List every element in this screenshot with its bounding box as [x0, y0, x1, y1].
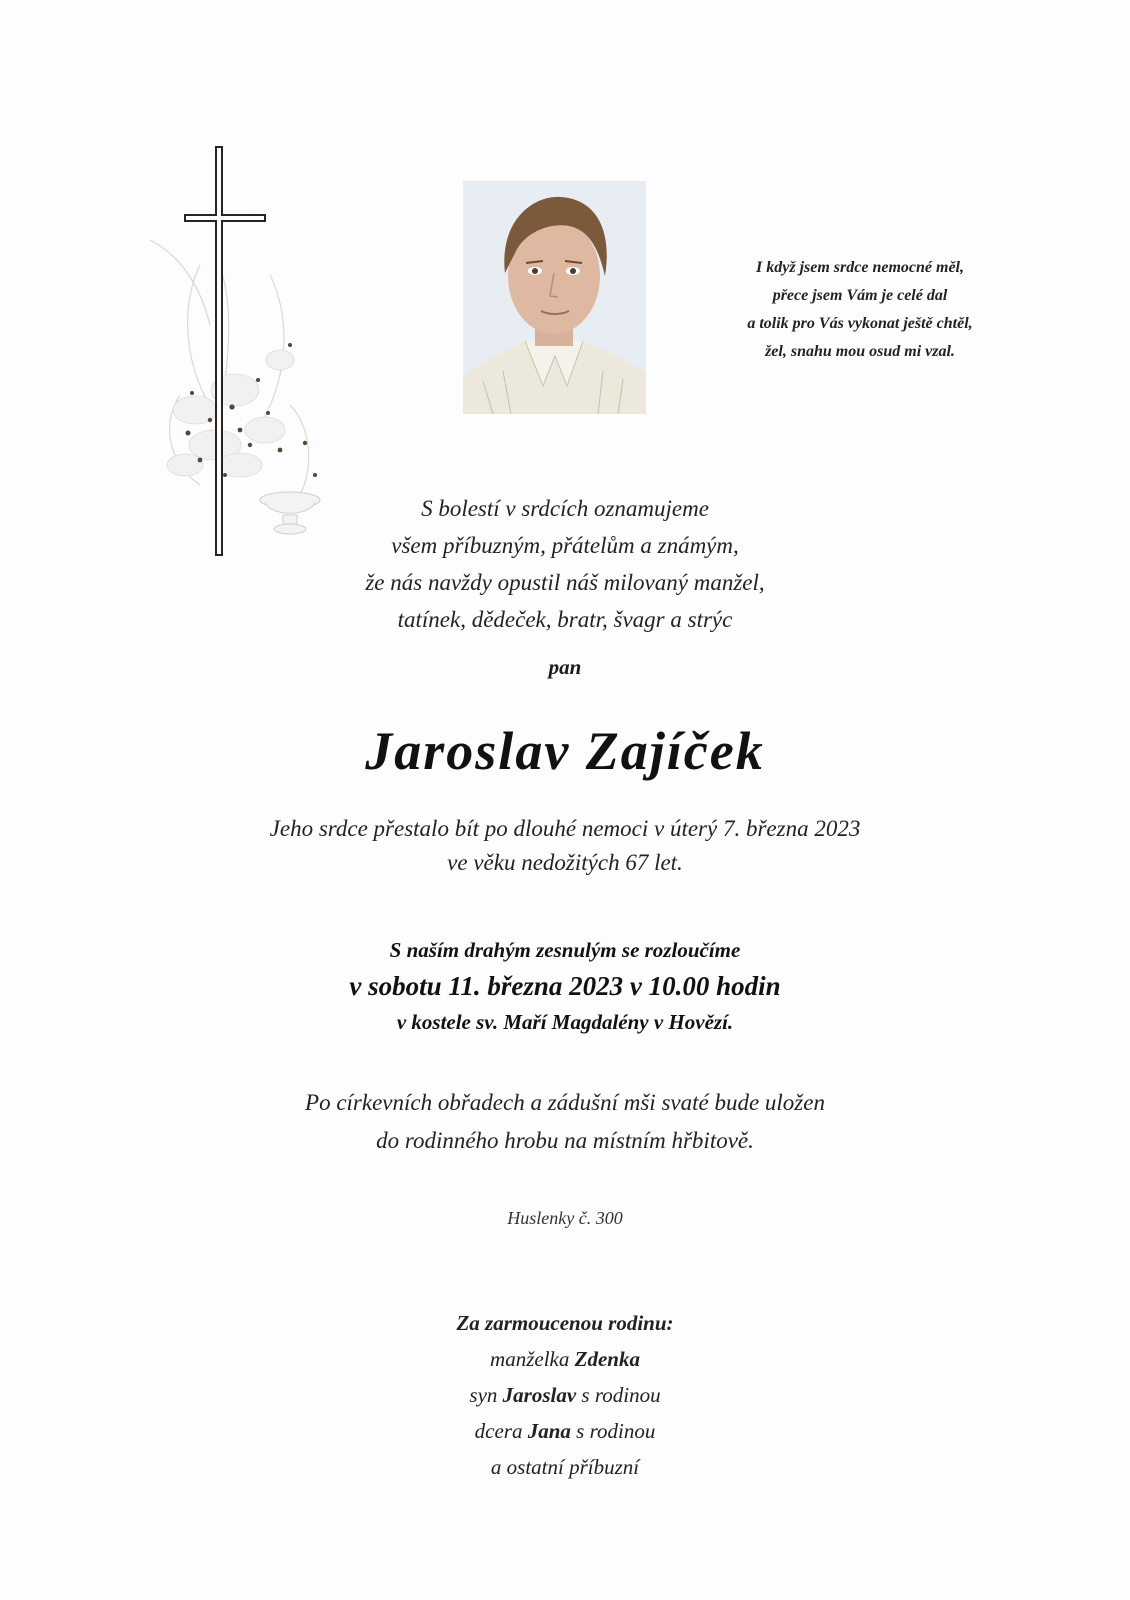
member-suffix: s rodinou	[570, 1419, 656, 1443]
burial-line: do rodinného hrobu na místním hřbitově.	[376, 1128, 754, 1153]
member-relation: manželka	[490, 1347, 575, 1371]
burial-line: Po církevních obřadech a zádušní mši svaté bude uložen	[305, 1090, 825, 1115]
poem-line: I když jsem srdce nemocné měl,	[756, 259, 964, 276]
poem-line: žel, snahu mou osud mi vzal.	[765, 343, 955, 360]
member-relation: syn	[469, 1383, 503, 1407]
burial-notice	[0, 1084, 1130, 1160]
intro-line: že nás navždy opustil náš milovaný manžel,	[365, 570, 765, 595]
member-relation: a ostatní příbuzní	[490, 1455, 640, 1479]
death-notice	[0, 812, 1130, 880]
deceased-photo	[463, 181, 646, 414]
poem-line: přece jsem Vám je celé dal	[772, 287, 948, 304]
family-member	[0, 1449, 1130, 1485]
member-name: Zdenka	[574, 1347, 640, 1371]
family-member	[0, 1413, 1130, 1449]
memorial-poem	[690, 254, 1030, 366]
portrait-image	[463, 181, 646, 414]
death-notice-line: Jeho srdce přestalo bít po dlouhé nemoci v úterý 7. března 2023	[269, 816, 861, 841]
member-name: Jaroslav	[502, 1383, 577, 1407]
honorific: pan	[548, 655, 582, 679]
announcement-intro	[0, 490, 1130, 638]
death-notice-line: ve věku nedožitých 67 let.	[447, 850, 683, 875]
family-member	[0, 1341, 1130, 1377]
family-member	[0, 1377, 1130, 1413]
intro-line: všem příbuzným, přátelům a známým,	[391, 533, 739, 558]
intro-line: tatínek, dědeček, bratr, švagr a strýc	[397, 607, 733, 632]
family-address: Huslenky č. 300	[507, 1208, 623, 1228]
farewell-location: v kostele sv. Maří Magdalény v Hovězí.	[396, 1010, 734, 1034]
farewell-ceremony	[0, 934, 1130, 1038]
farewell-line: S naším drahým zesnulým se rozloučíme	[389, 938, 741, 962]
poem-line: a tolik pro Vás vykonat ještě chtěl,	[747, 315, 973, 332]
member-relation: dcera	[474, 1419, 528, 1443]
deceased-name: Jaroslav Zajíček	[365, 721, 765, 781]
farewell-date: v sobotu 11. března 2023 v 10.00 hodin	[349, 971, 781, 1001]
family-heading: Za zarmoucenou rodinu:	[456, 1311, 674, 1335]
intro-line: S bolestí v srdcích oznamujeme	[421, 496, 709, 521]
member-suffix: s rodinou	[576, 1383, 661, 1407]
family-signature	[0, 1305, 1130, 1485]
member-name: Jana	[527, 1419, 571, 1443]
